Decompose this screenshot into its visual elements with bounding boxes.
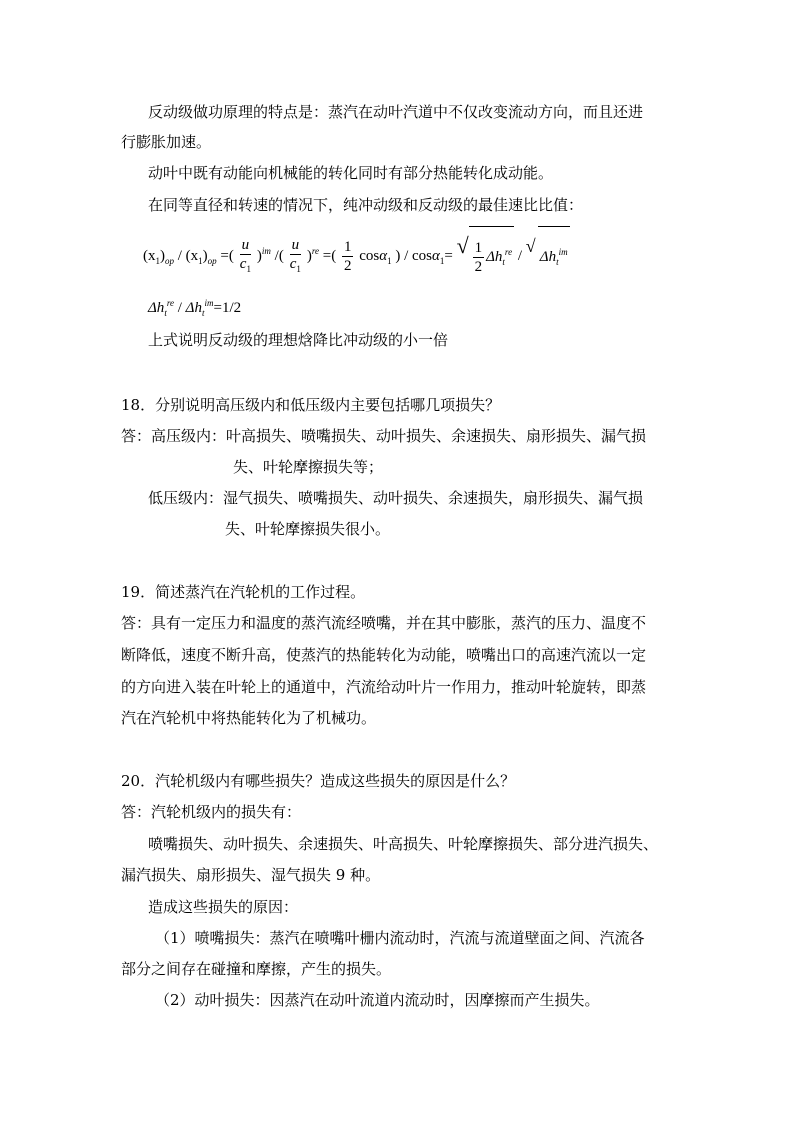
paragraph-reaction-principle-line2: 行膨胀加速。 xyxy=(121,133,212,151)
paragraph-reaction-principle-line1: 反动级做功原理的特点是：蒸汽在动叶汽道中不仅改变流动方向，而且还进 xyxy=(148,103,644,121)
paragraph-speed-ratio-intro: 在同等直径和转速的情况下，纯冲动级和反动级的最佳速比比值： xyxy=(148,196,584,214)
answer-18-line3: 低压级内：湿气损失、喷嘴损失、动叶损失、余速损失，扇形损失、漏气损 xyxy=(148,489,644,507)
answer-20-line4: 造成这些损失的原因： xyxy=(148,898,299,916)
formula-term-impulse: $(x_1)_{op}$ xyxy=(143,248,174,266)
formula-term-reaction: $(x_1)_{op}$ xyxy=(185,248,217,266)
answer-19-line3: 的方向进入装在叶轮上的通道中，汽流给动叶片一作用力，推动叶轮旋转，即蒸 xyxy=(121,678,647,696)
answer-19-line1: 答：具有一定压力和温度的蒸汽流经喷嘴，并在其中膨胀，蒸汽的压力、温度不 xyxy=(121,614,647,632)
answer-20-line5: （1）喷嘴损失：蒸汽在喷嘴叶栅内流动时，汽流与流道壁面之间、汽流各 xyxy=(155,929,645,947)
answer-18-line2: 失、叶轮摩擦损失等； xyxy=(233,458,384,476)
paragraph-energy-conversion: 动叶中既有动能向机械能的转化同时有部分热能转化成动能。 xyxy=(148,164,554,182)
answer-20-line7: （2）动叶损失：因蒸汽在动叶流道内流动时，因摩擦而产生损失。 xyxy=(155,991,600,1009)
answer-18-line1: 答：高压级内：叶高损失、喷嘴损失、动叶损失、余速损失、扇形损失、漏气损 xyxy=(121,427,647,445)
answer-20-line1: 答：汽轮机级内的损失有： xyxy=(121,803,302,821)
question-19: 19．简述蒸汽在汽轮机的工作过程。 xyxy=(121,583,366,601)
sqrt-dh-im: √ $\Delta h_t^{im}$ xyxy=(526,226,570,287)
answer-18-line4: 失、叶轮摩擦损失很小。 xyxy=(225,520,391,538)
answer-19-line4: 汽在汽轮机中将热能转化为了机械功。 xyxy=(121,709,377,727)
formula-speed-ratio: $(x_1)_{op} / (x_1)_{op}$ =( $\frac{u}{c_1}$ )$^{im}$ /( $\frac{u}{c_1}$ )$^{re}$ =( $\frac{1}{2}$ cosα$_1$ ) / cosα$_1$= √ $\frac{1}{2}$ $\Delta h_t^{re}$ / √ $\Delta h_t^{im}$ xyxy=(143,226,570,276)
fraction-one-half: $\frac{1}{2}$ xyxy=(343,239,352,275)
paragraph-conclusion: 上式说明反动级的理想焓降比冲动级的小一倍 xyxy=(148,331,449,349)
fraction-u-over-c1-re: $\frac{u}{c_1}$ xyxy=(289,236,301,274)
question-20: 20．汽轮机级内有哪些损失？造成这些损失的原因是什么？ xyxy=(121,772,516,790)
answer-20-line3: 漏汽损失、扇形损失、湿气损失 9 种。 xyxy=(121,866,381,884)
answer-20-line2: 喷嘴损失、动叶损失、余速损失、叶高损失、叶轮摩擦损失、部分进汽损失、 xyxy=(148,835,659,853)
question-18: 18．分别说明高压级内和低压级内主要包括哪几项损失？ xyxy=(121,396,501,414)
answer-19-line2: 断降低，速度不断升高，使蒸汽的热能转化为动能，喷嘴出口的高速汽流以一定 xyxy=(121,646,647,664)
answer-20-line6: 部分之间存在碰撞和摩擦，产生的损失。 xyxy=(121,960,392,978)
fraction-u-over-c1-im: $\frac{u}{c_1}$ xyxy=(239,236,251,274)
formula-enthalpy-ratio: $\Delta h_t^{re} / \Delta h_t^{im}=1/2$ xyxy=(148,298,242,318)
sqrt-half-dh-re: √ $\frac{1}{2}$ $\Delta h_t^{re}$ xyxy=(457,226,515,287)
